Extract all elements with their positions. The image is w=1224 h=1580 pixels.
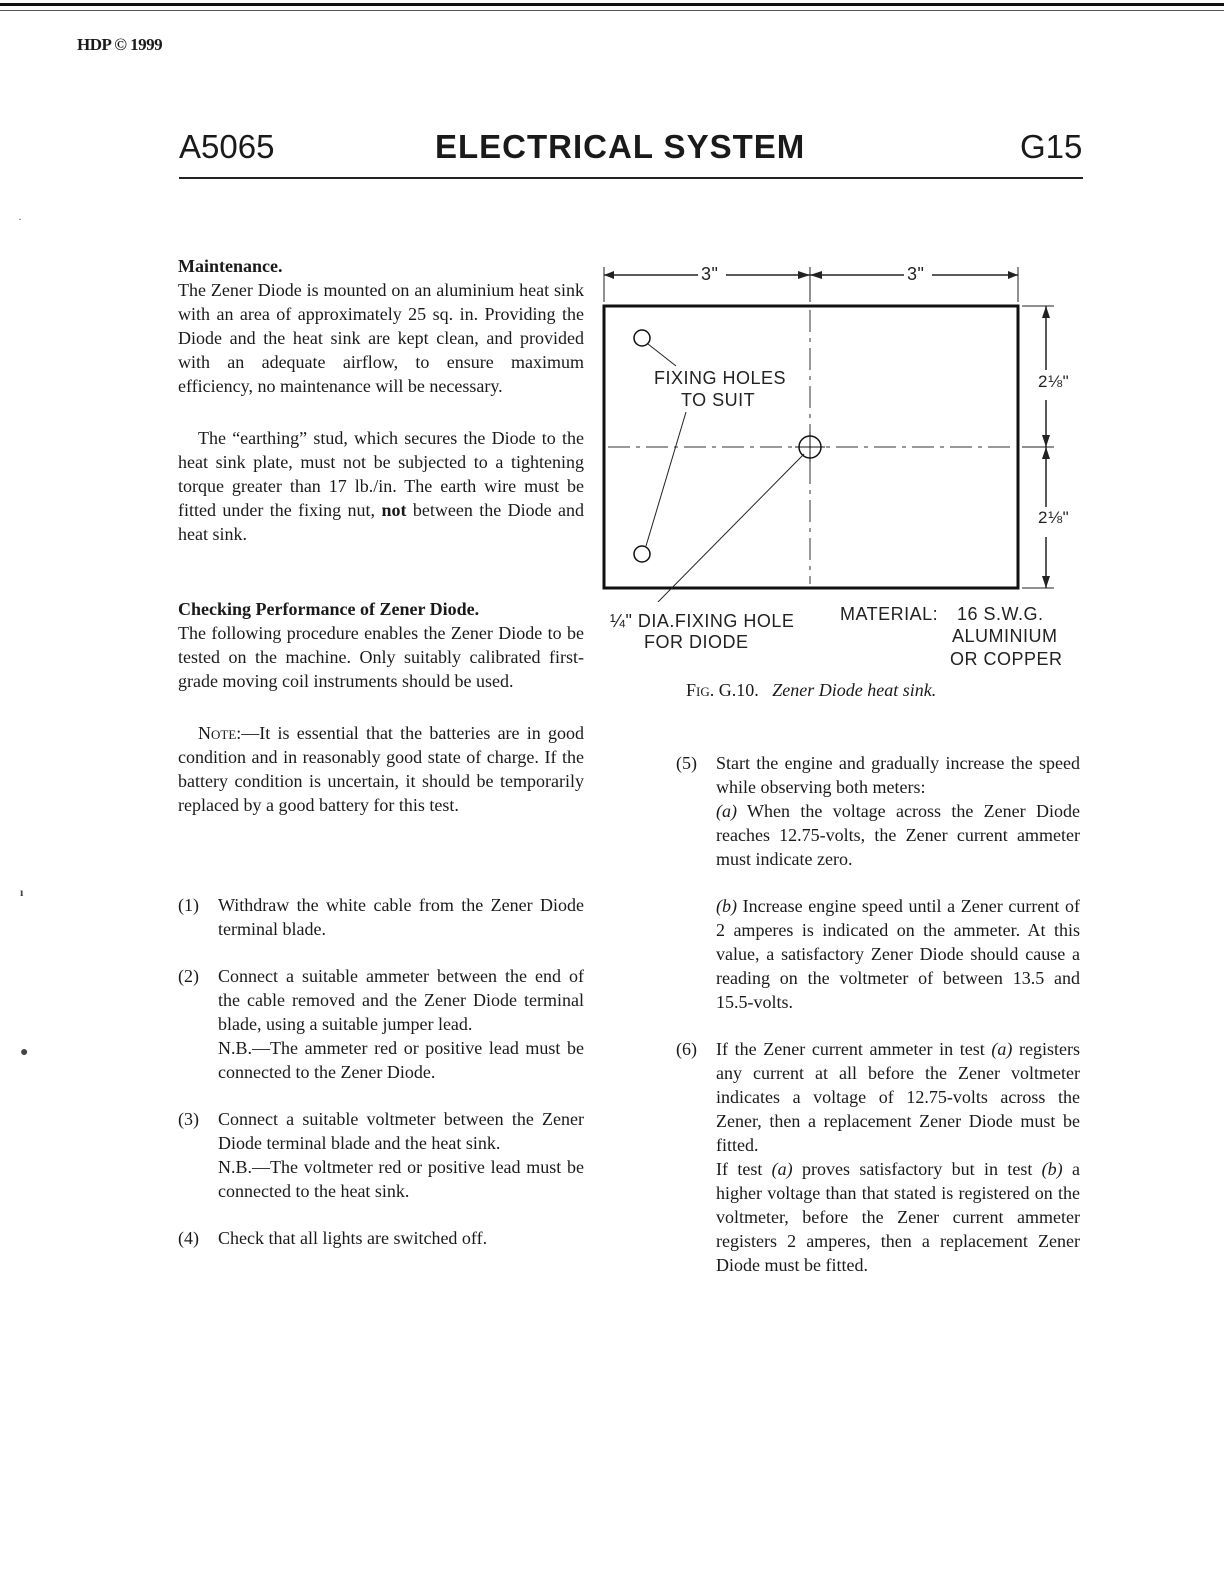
dim-top-left: 3": [701, 264, 719, 284]
test-label: (b): [1041, 1159, 1063, 1179]
leader-line-diode-hole: [656, 454, 804, 602]
figure-caption: [686, 680, 936, 701]
dim-right-top: 2⅛": [1038, 372, 1070, 391]
test-label: (a): [771, 1159, 793, 1179]
step-number: (2): [178, 966, 199, 986]
heat-sink-diagram: [598, 262, 1068, 602]
steps-left: [178, 893, 584, 1250]
arrow-head: [810, 271, 822, 279]
step-note: N.B.—The ammeter red or positive lead must be connected to the Zener Diode.: [218, 1038, 584, 1082]
material-label: MATERIAL:: [840, 604, 939, 624]
note-label: Note: [198, 723, 237, 743]
arrow-head: [1042, 447, 1050, 459]
subitem-text: When the voltage across the Zener Diode reaches 12.75-volts, the Zener current ammeter must indicate zero.: [716, 801, 1080, 869]
caption-prefix: Fig. G.10.: [686, 680, 759, 700]
checking-section: [178, 597, 584, 817]
text-run: a higher voltage than that stated is registered on the voltmeter, before the Zener current ammeter registers 2 amperes, then a replacement Zener Diode must be fitted.: [716, 1159, 1080, 1275]
dia-hole-label-2: FOR DIODE: [644, 632, 749, 652]
maintenance-p2-text: The “earthing” stud, which secures the Diode to the heat sink plate, must not be subjected to a tightening torque greater than 17 lb./in. The earth wire must be fitted under the fixing nut,: [178, 428, 584, 520]
fixing-holes-label-1: FIXING HOLES: [654, 368, 787, 388]
test-label: (a): [991, 1039, 1013, 1059]
material-spec-2: ALUMINIUM: [952, 626, 1058, 646]
step-5b: [716, 894, 1080, 1014]
scan-mark: ●: [20, 1045, 29, 1060]
arrow-head: [1042, 435, 1050, 447]
step-5: [676, 751, 1080, 1014]
text-run: proves satisfactory but in test: [792, 1159, 1042, 1179]
top-border: [0, 3, 1224, 6]
step-number: (5): [676, 753, 697, 773]
checking-heading: Checking Performance of Zener Diode.: [178, 599, 480, 619]
arrow-head: [798, 271, 810, 279]
arrow-head: [1008, 271, 1018, 279]
step-text: Connect a suitable ammeter between the end of the cable removed and the Zener Diode terminal blade, using a suitable jumper lead.: [218, 966, 584, 1034]
step-text: Withdraw the white cable from the Zener Diode terminal blade.: [218, 895, 584, 939]
scan-mark: ı: [20, 885, 24, 899]
step-6-text-1: [716, 1037, 1080, 1157]
maintenance-p2-end: between the Diode and heat sink.: [178, 500, 584, 544]
page-number: G15: [1020, 128, 1083, 165]
checking-paragraph: The following procedure enables the Zener Diode to be tested on the machine. Only suitably calibrated first-grade moving coil instruments should be used.: [178, 623, 584, 691]
fixing-hole-top: [634, 330, 650, 346]
step-2: [178, 964, 584, 1084]
step-6: [676, 1037, 1080, 1277]
dia-hole-label-1: ¼" DIA.FIXING HOLE: [610, 611, 795, 631]
step-text: Start the engine and gradually increase the speed while observing both meters:: [716, 753, 1080, 797]
header-rule: [179, 177, 1083, 179]
material-spec-1: 16 S.W.G.: [957, 604, 1044, 624]
top-border-thin: [0, 10, 1224, 11]
text-run: If test: [716, 1159, 772, 1179]
material-spec-3: OR COPPER: [950, 649, 1063, 669]
arrow-head: [1042, 306, 1050, 318]
page-title: ELECTRICAL SYSTEM: [435, 128, 806, 165]
step-text: Check that all lights are switched off.: [218, 1228, 488, 1248]
dim-right-bottom: 2⅛": [1038, 508, 1070, 527]
maintenance-section: [178, 254, 584, 546]
step-number: (4): [178, 1228, 199, 1248]
step-number: (6): [676, 1039, 697, 1059]
copyright-stamp: HDP © 1999: [77, 35, 163, 54]
page-code: A5065: [179, 128, 275, 165]
maintenance-paragraph-1: The Zener Diode is mounted on an aluminium heat sink with an area of approximately 25 sq. in. Providing the Diode and the heat sink are kept clean, and provided with an adequate airflow, to ensure maximum efficiency, no maintenance will be necessary.: [178, 280, 584, 396]
step-6-text-2: [716, 1157, 1080, 1277]
leader-line-bottom-hole: [646, 412, 686, 546]
note-paragraph: [178, 721, 584, 817]
dim-top-right: 3": [907, 264, 925, 284]
fixing-hole-bottom: [634, 546, 650, 562]
subitem-label: (a): [716, 801, 737, 821]
text-run: If the Zener current ammeter in test: [716, 1039, 992, 1059]
step-note: N.B.—The voltmeter red or positive lead must be connected to the heat sink.: [218, 1157, 584, 1201]
maintenance-p2-bold: not: [381, 500, 407, 520]
maintenance-heading: Maintenance.: [178, 256, 283, 276]
subitem-text: Increase engine speed until a Zener current of 2 amperes is indicated on the ammeter. At this value, a satisfactory Zener Diode should cause a reading on the voltmeter of between 13.5 and 15.5-volts.: [716, 896, 1080, 1012]
steps-right: [676, 751, 1080, 1277]
arrow-head: [604, 271, 614, 279]
step-5a: [716, 799, 1080, 871]
step-number: (3): [178, 1109, 199, 1129]
caption-title: Zener Diode heat sink.: [772, 680, 937, 700]
fixing-holes-label-2: TO SUIT: [681, 390, 756, 410]
arrow-head: [1042, 576, 1050, 588]
step-4: [178, 1226, 584, 1250]
leader-line-top-hole: [648, 344, 676, 366]
step-text: Connect a suitable voltmeter between the Zener Diode terminal blade and the heat sink.: [218, 1109, 584, 1153]
maintenance-paragraph-2: [178, 426, 584, 546]
step-3: [178, 1107, 584, 1203]
step-1: [178, 893, 584, 941]
scan-mark: ·: [18, 212, 22, 226]
subitem-label: (b): [716, 896, 737, 916]
step-number: (1): [178, 895, 199, 915]
text-run: registers any current at all before the Zener voltmeter indicates a voltage of 12.75-volts across the Zener, then a replacement Zener Diode must be fitted.: [716, 1039, 1080, 1155]
note-text: :—It is essential that the batteries are in good condition and in reasonably good state of charge. If the battery condition is uncertain, it should be temporarily replaced by a good battery for this test.: [178, 723, 584, 815]
